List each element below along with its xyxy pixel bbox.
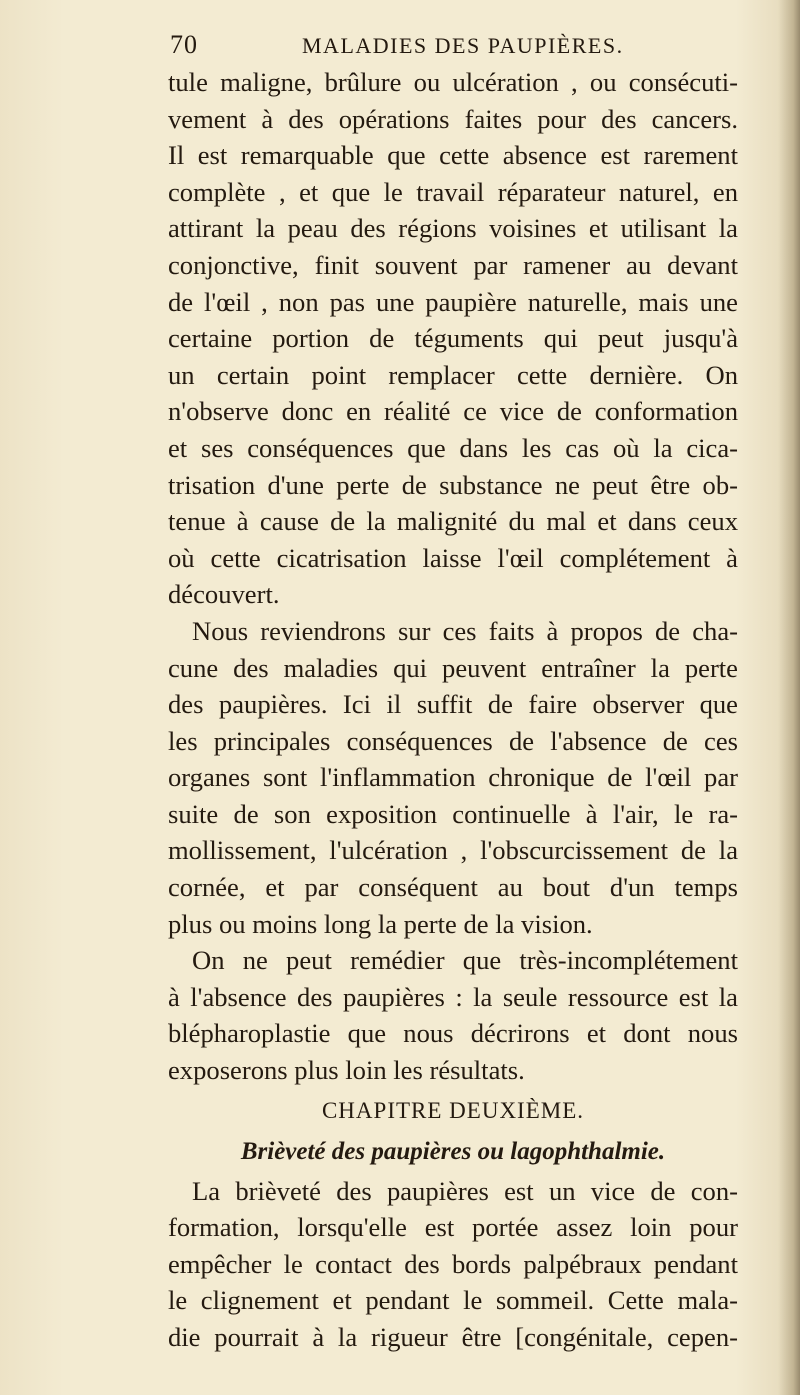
text-line: mollissement, l'ulcération , l'obscurcissement de la [168, 835, 738, 866]
text-line: un certain point remplacer cette dernière. On [168, 359, 738, 390]
text-line: et ses conséquences que dans les cas où la cica- [168, 432, 738, 463]
text-line: vement à des opérations faites pour des cancers. [168, 103, 738, 134]
paragraph-3 [168, 942, 738, 1088]
text-line: die pourrait à la rigueur être [congénitale, cepen- [168, 1322, 738, 1352]
text-line: des paupières. Ici il suffit de faire observer que [168, 689, 738, 720]
section-title: Brièveté des paupières ou lagophthalmie. [240, 1137, 666, 1165]
text-line: de l'œil , non pas une paupière naturelle, mais une [168, 286, 738, 317]
text-line: Il est remarquable que cette absence est rarement [168, 140, 738, 171]
text-line: trisation d'une perte de substance ne peut être ob- [168, 469, 738, 500]
text-line: attirant la peau des régions voisines et utilisant la [168, 213, 738, 244]
text-line: conjonctive, finit souvent par ramener au devant [168, 249, 738, 280]
page-edge-shadow [778, 0, 800, 1395]
text-line: empêcher le contact des bords palpébraux pendant [168, 1248, 738, 1279]
text-line: blépharoplastie que nous décrirons et dont nous [168, 1018, 738, 1049]
text-line: tule maligne, brûlure ou ulcération , ou consécuti- [168, 67, 738, 97]
running-head: MALADIES DES PAUPIÈRES. [302, 33, 624, 58]
text-line: cornée, et par conséquent au bout d'un temps [168, 872, 738, 903]
text-line: certaine portion de téguments qui peut jusqu'à [168, 323, 738, 354]
text-line: La brièveté des paupières est un vice de con- [192, 1175, 738, 1206]
text-line: où cette cicatrisation laisse l'œil complétement à [168, 542, 738, 573]
page-header [170, 30, 630, 64]
text-line: formation, lorsqu'elle est portée assez loin pour [168, 1212, 738, 1243]
text-line: organes sont l'inflammation chronique de l'œil par [168, 762, 738, 793]
text-line: Nous reviendrons sur ces faits à propos de cha- [192, 615, 738, 646]
text-line: le clignement et pendant le sommeil. Cette mala- [168, 1285, 738, 1316]
text-line: n'observe donc en réalité ce vice de conformation [168, 396, 738, 427]
text-line: les principales conséquences de l'absence de ces [168, 725, 738, 756]
text-line: tenue à cause de la malignité du mal et dans ceux [168, 506, 738, 537]
text-line: complète , et que le travail réparateur naturel, en [168, 176, 738, 207]
body-text [168, 64, 738, 1356]
text-line: cune des maladies qui peuvent entraîner la perte [168, 652, 738, 683]
page-number: 70 [170, 30, 198, 59]
text-line: suite de son exposition continuelle à l'air, le ra- [168, 798, 738, 829]
paragraph-1 [168, 64, 738, 613]
paragraph-4 [168, 1173, 738, 1356]
text-line: découvert. [168, 579, 280, 610]
paragraph-2 [168, 613, 738, 942]
text-line: exposerons plus loin les résultats. [168, 1055, 525, 1086]
chapter-title: CHAPITRE DEUXIÈME. [321, 1097, 585, 1123]
text-line: On ne peut remédier que très-incomplétement [192, 945, 738, 976]
text-line: à l'absence des paupières : la seule ressource est la [168, 981, 738, 1012]
text-line: plus ou moins long la perte de la vision. [168, 908, 593, 939]
